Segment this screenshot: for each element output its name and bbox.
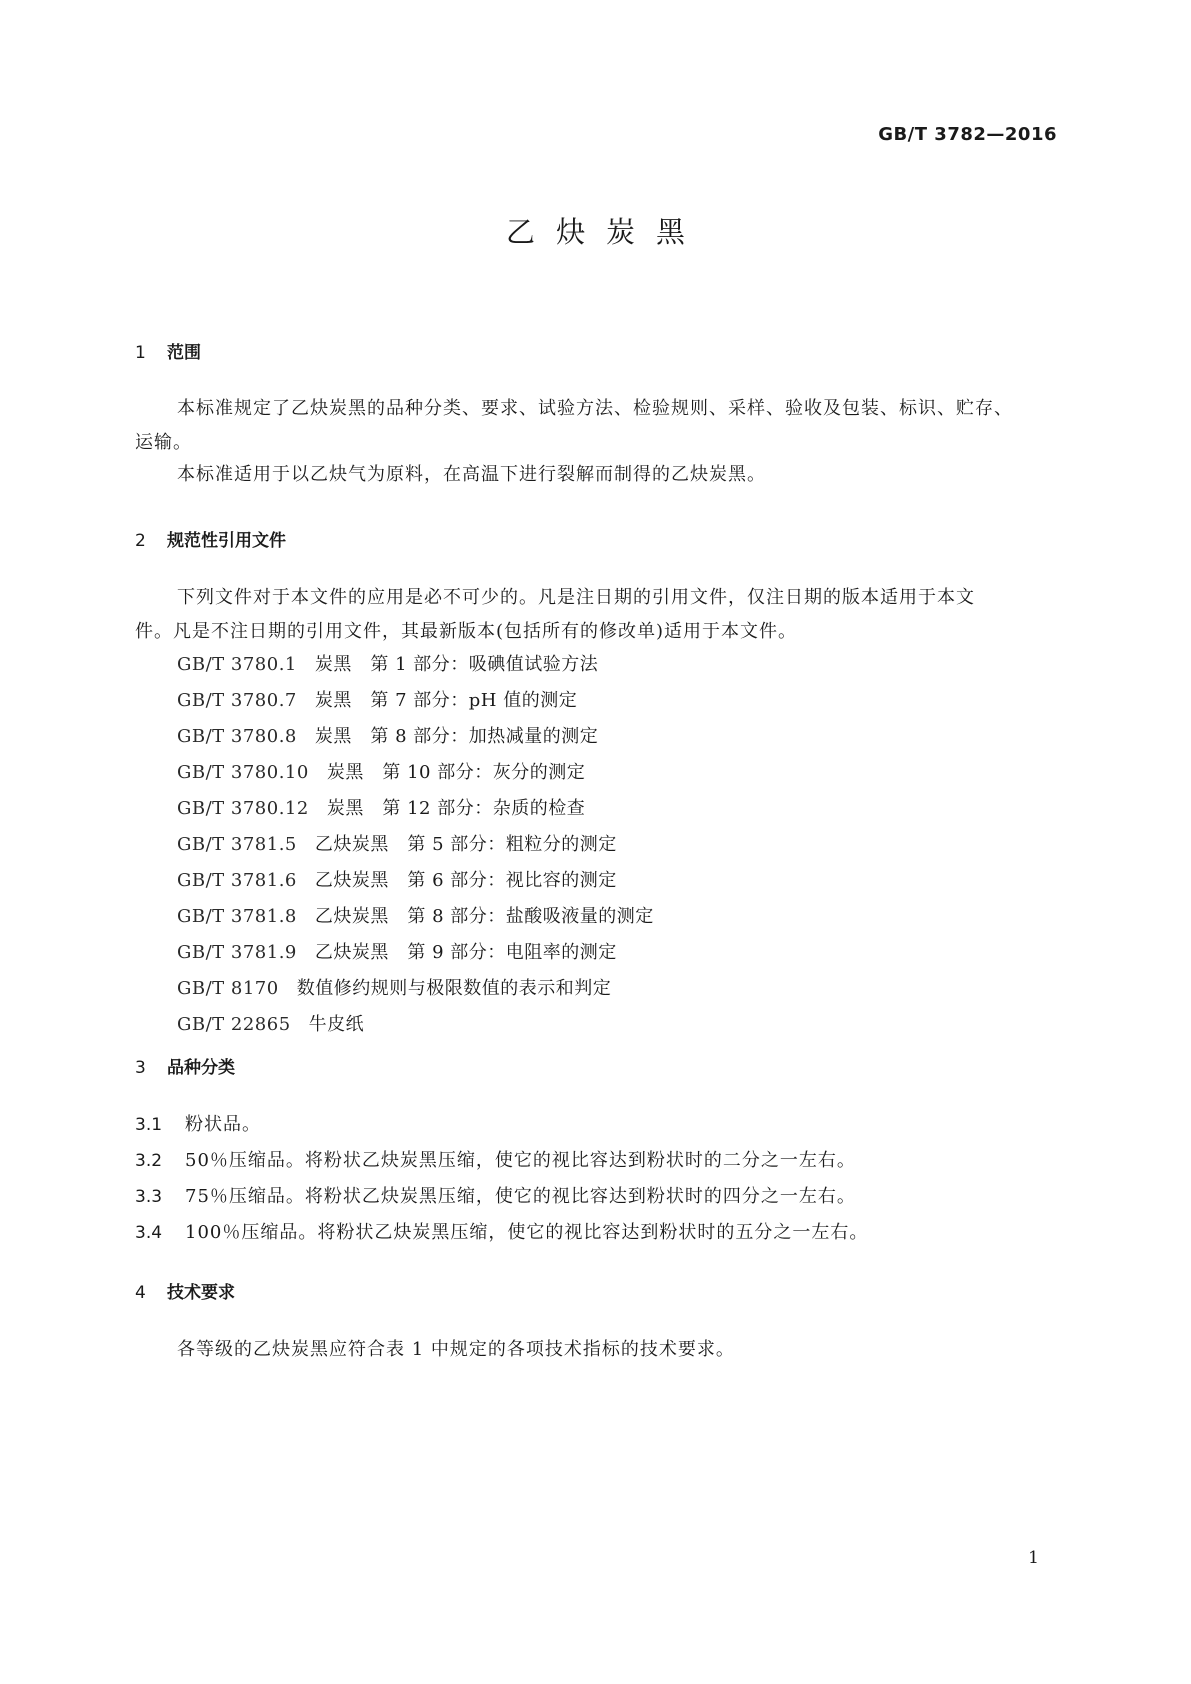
reference-item bbox=[177, 755, 654, 791]
reference-title: 炭黑 第 8 部分：加热减量的测定 bbox=[314, 726, 599, 747]
reference-code: GB/T 3781.5 bbox=[177, 834, 297, 855]
section-1-paragraph-2: 本标准适用于以乙炔气为原料，在高温下进行裂解而制得的乙炔炭黑。 bbox=[177, 464, 766, 485]
document-title: 乙炔炭黑 bbox=[505, 215, 706, 249]
clause-item bbox=[135, 1107, 868, 1143]
reference-code: GB/T 3780.1 bbox=[177, 654, 297, 675]
paragraph-line: 件。凡是不注日期的引用文件，其最新版本(包括所有的修改单)适用于本文件。 bbox=[135, 621, 798, 642]
section-title: 品种分类 bbox=[167, 1058, 235, 1078]
reference-title: 乙炔炭黑 第 8 部分：盐酸吸液量的测定 bbox=[314, 906, 654, 927]
section-1-heading bbox=[135, 338, 201, 363]
reference-title: 炭黑 第 10 部分：灰分的测定 bbox=[326, 762, 586, 783]
clause-item bbox=[135, 1143, 868, 1179]
section-title: 技术要求 bbox=[167, 1283, 235, 1303]
reference-item bbox=[177, 791, 654, 827]
normative-references-list bbox=[177, 647, 654, 1043]
clause-text: 粉状品。 bbox=[185, 1114, 261, 1135]
reference-code: GB/T 3781.9 bbox=[177, 942, 297, 963]
section-2-intro bbox=[135, 581, 1065, 649]
clause-number: 3.4 bbox=[135, 1223, 163, 1243]
section-4-heading bbox=[135, 1278, 235, 1303]
clause-number: 3.3 bbox=[135, 1187, 163, 1207]
clause-text: 100％压缩品。将粉状乙炔炭黑压缩，使它的视比容达到粉状时的五分之一左右。 bbox=[185, 1222, 869, 1243]
section-3-heading bbox=[135, 1053, 235, 1078]
reference-item bbox=[177, 827, 654, 863]
reference-code: GB/T 3780.7 bbox=[177, 690, 297, 711]
reference-code: GB/T 8170 bbox=[177, 978, 279, 999]
reference-title: 炭黑 第 12 部分：杂质的检查 bbox=[326, 798, 586, 819]
reference-title: 乙炔炭黑 第 5 部分：粗粒分的测定 bbox=[314, 834, 617, 855]
section-title: 规范性引用文件 bbox=[167, 531, 286, 551]
page-number: 1 bbox=[1028, 1548, 1039, 1568]
reference-code: GB/T 3781.8 bbox=[177, 906, 297, 927]
section-2-heading bbox=[135, 526, 286, 551]
clause-number: 3.2 bbox=[135, 1151, 163, 1171]
reference-code: GB/T 3780.10 bbox=[177, 762, 309, 783]
reference-item bbox=[177, 1007, 654, 1043]
section-number: 3 bbox=[135, 1058, 146, 1078]
reference-title: 炭黑 第 7 部分：pH 值的测定 bbox=[314, 690, 578, 711]
reference-item bbox=[177, 935, 654, 971]
reference-title: 炭黑 第 1 部分：吸碘值试验方法 bbox=[314, 654, 599, 675]
clause-text: 50％压缩品。将粉状乙炔炭黑压缩，使它的视比容达到粉状时的二分之一左右。 bbox=[185, 1150, 856, 1171]
reference-item bbox=[177, 719, 654, 755]
reference-item bbox=[177, 971, 654, 1007]
reference-code: GB/T 22865 bbox=[177, 1014, 291, 1035]
reference-code: GB/T 3781.6 bbox=[177, 870, 297, 891]
clause-item bbox=[135, 1179, 868, 1215]
paragraph-line: 运输。 bbox=[135, 432, 192, 453]
reference-item bbox=[177, 863, 654, 899]
reference-code: GB/T 3780.8 bbox=[177, 726, 297, 747]
clause-text: 75％压缩品。将粉状乙炔炭黑压缩，使它的视比容达到粉状时的四分之一左右。 bbox=[185, 1186, 856, 1207]
reference-code: GB/T 3780.12 bbox=[177, 798, 309, 819]
reference-title: 牛皮纸 bbox=[308, 1014, 365, 1035]
section-number: 2 bbox=[135, 531, 146, 551]
reference-title: 数值修约规则与极限数值的表示和判定 bbox=[296, 978, 612, 999]
section-1-paragraph-1 bbox=[135, 392, 1065, 460]
reference-item bbox=[177, 899, 654, 935]
clause-number: 3.1 bbox=[135, 1115, 163, 1135]
variety-clauses-list bbox=[135, 1107, 868, 1251]
reference-title: 乙炔炭黑 第 9 部分：电阻率的测定 bbox=[314, 942, 617, 963]
standard-code: GB/T 3782—2016 bbox=[878, 124, 1057, 145]
paragraph-line: 本标准规定了乙炔炭黑的品种分类、要求、试验方法、检验规则、采样、验收及包装、标识、贮存、 bbox=[177, 398, 1013, 419]
section-title: 范围 bbox=[167, 343, 201, 363]
paragraph-line: 下列文件对于本文件的应用是必不可少的。凡是注日期的引用文件，仅注日期的版本适用于本文 bbox=[177, 587, 975, 608]
reference-title: 乙炔炭黑 第 6 部分：视比容的测定 bbox=[314, 870, 617, 891]
section-number: 1 bbox=[135, 343, 146, 363]
clause-item bbox=[135, 1215, 868, 1251]
section-number: 4 bbox=[135, 1283, 146, 1303]
reference-item bbox=[177, 683, 654, 719]
section-4-paragraph: 各等级的乙炔炭黑应符合表 1 中规定的各项技术指标的技术要求。 bbox=[177, 1339, 735, 1360]
reference-item bbox=[177, 647, 654, 683]
